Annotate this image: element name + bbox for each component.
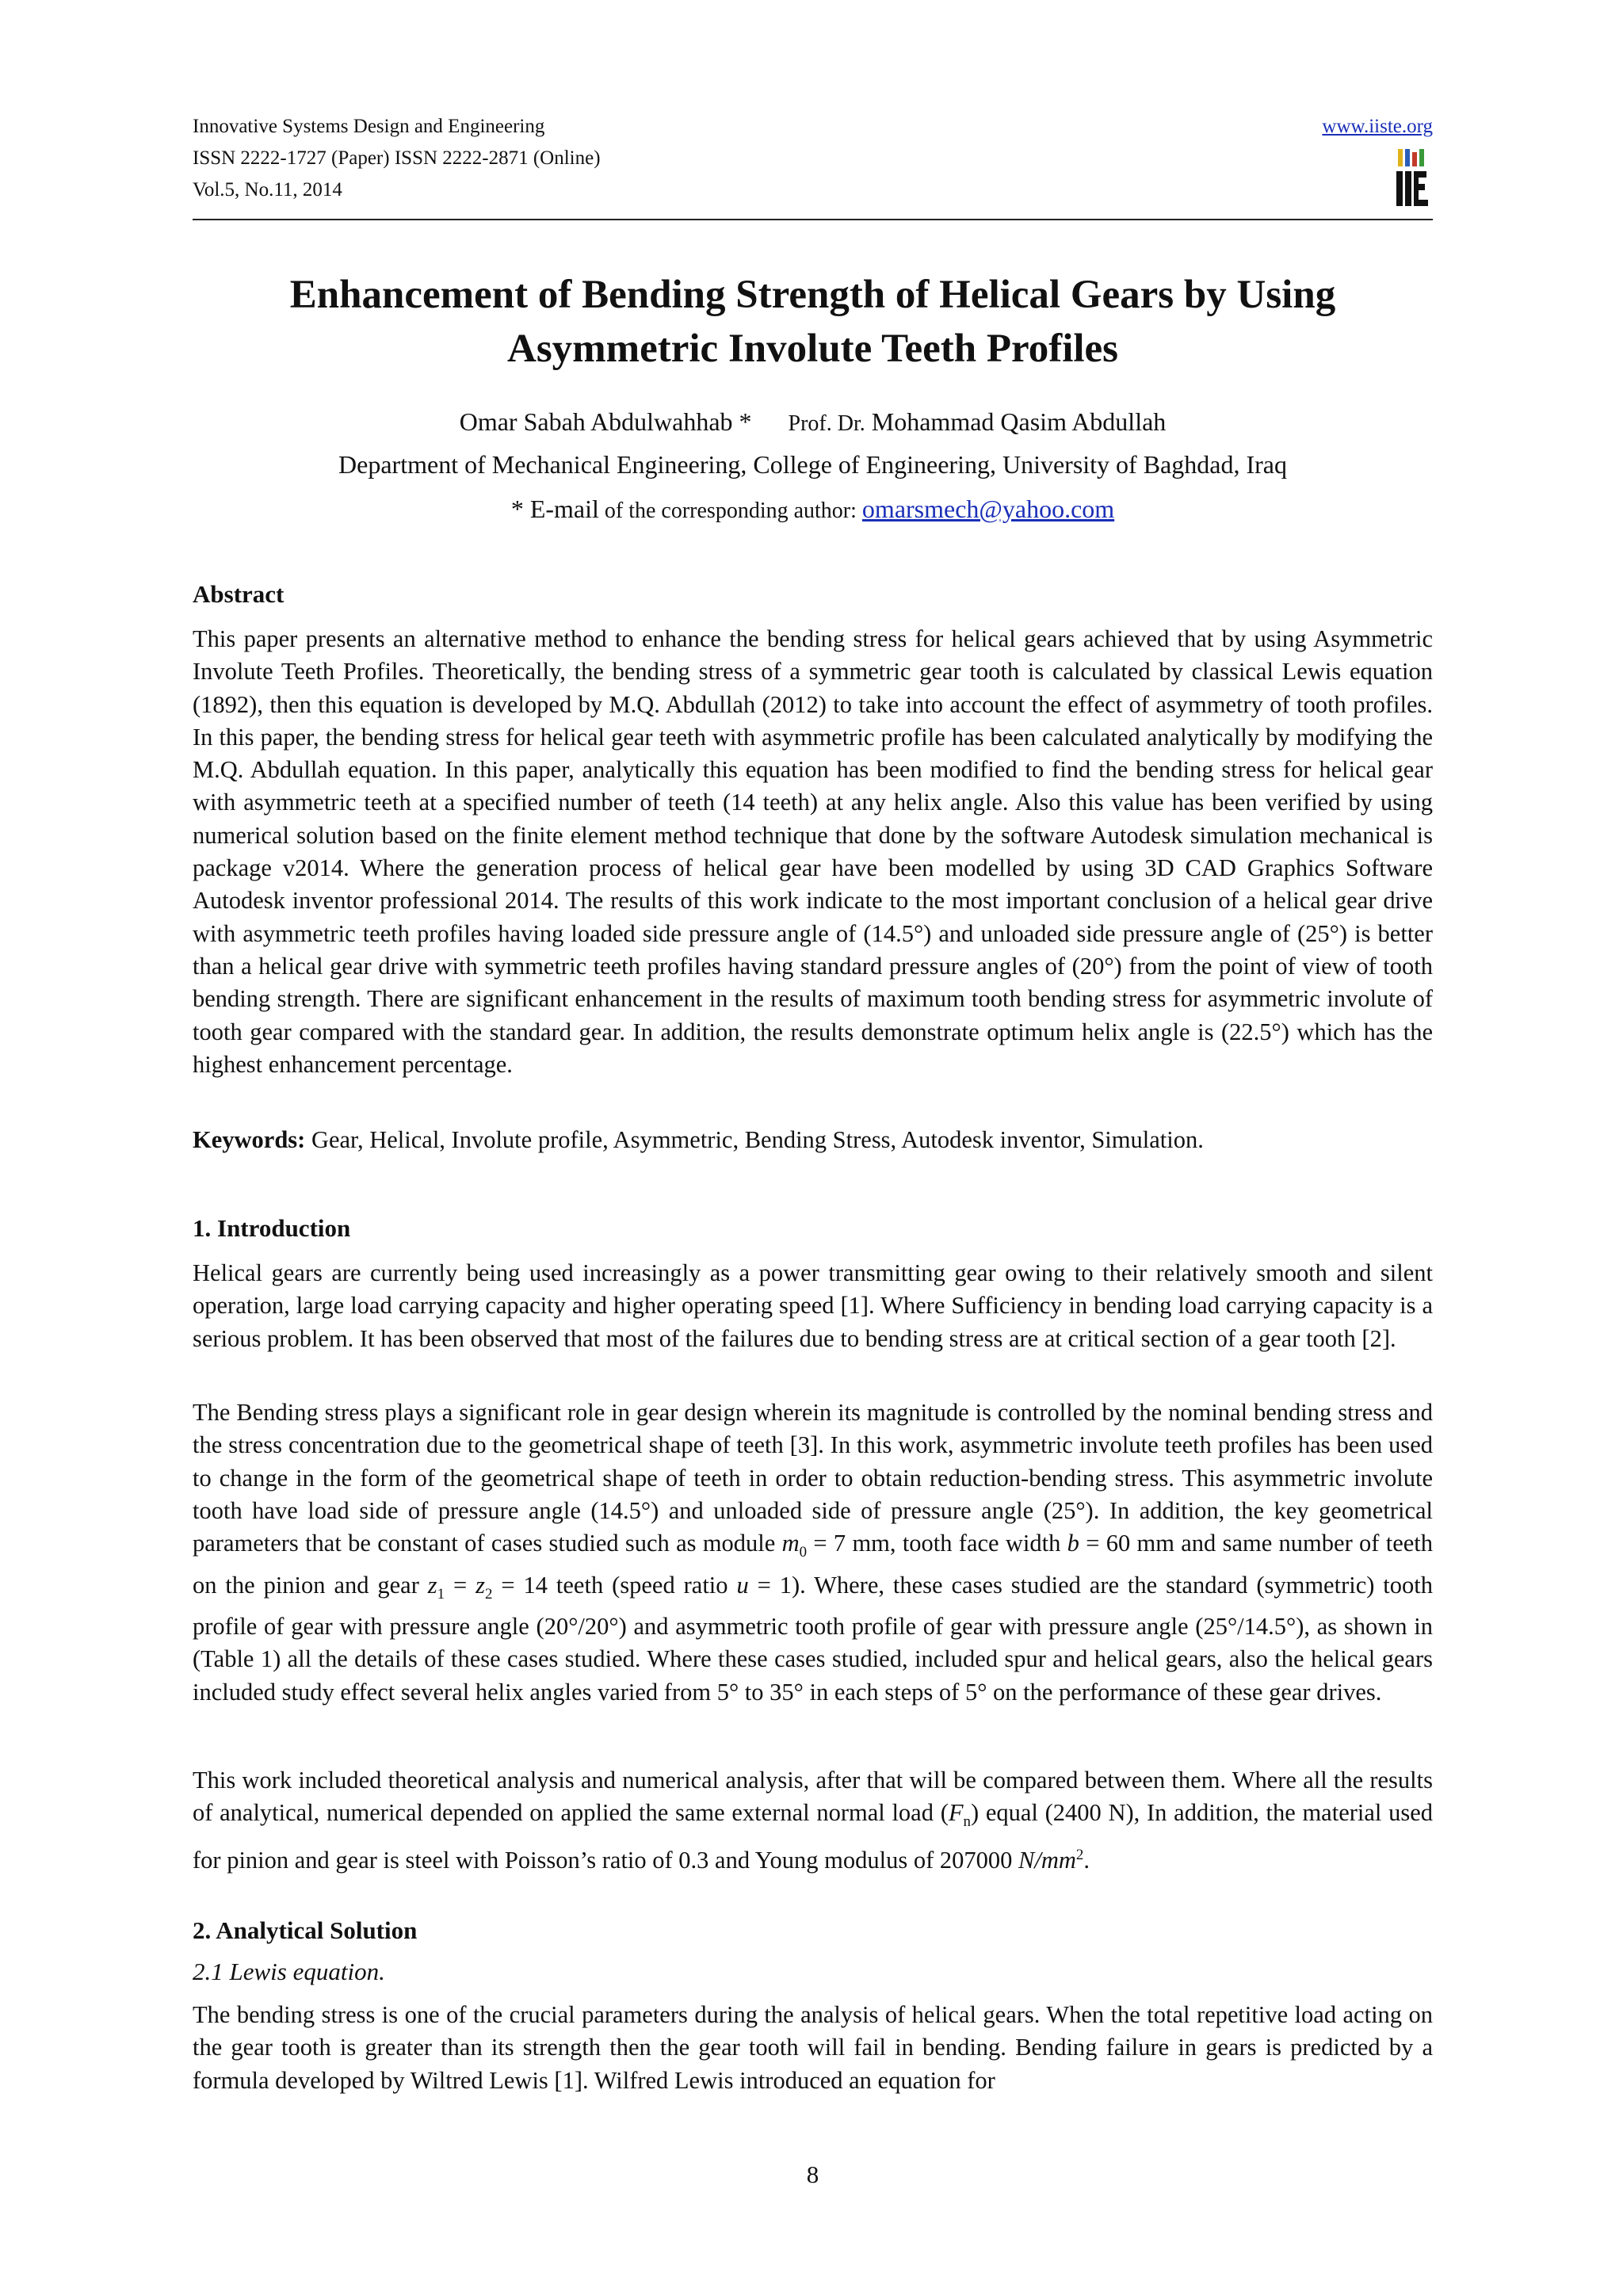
journal-volume: Vol.5, No.11, 2014 xyxy=(193,179,342,201)
keywords-line xyxy=(193,1124,1433,1156)
introduction-paragraph-1: Helical gears are currently being used increasingly as a power transmitting gear owing to their relatively smooth and silent operation, large load carrying capacity and higher operating speed [1]. Where Sufficiency in bending load carrying capacity is a serious problem. It has been observed that most of the failures due to bending stress are at critical section of a gear tooth [2]. xyxy=(193,1259,1433,1352)
journal-meta xyxy=(193,111,601,206)
introduction-paragraph-2: The Bending stress plays a significant role in gear design wherein its magnitude is controlled by the nominal bending stress and the stress concentration due to the geometrical shape of teeth [3]. In this work, asymmetric involute teeth profiles has been used to change in the form of the geometrical shape of teeth in order to obtain reduction-bending stress. This asymmetric involute tooth have load side of pressure angle (14.5°) and unloaded side of pressure angle (25°). In addition, the key geometrical parameters that be constant of cases studied such as module $m_0 = 7$ mm, tooth face width b = 60 mm and same number of teeth on the pinion and gear $z_1 = z_2 = 14$ teeth (speed ratio u = 1). Where, these cases studied are the standard (symmetric) tooth profile of gear with pressure angle (20°/20°) and asymmetric tooth profile of gear with pressure angle (25°/14.5°), as shown in (Table 1) all the details of these cases studied. Where these cases studied, included spur and helical gears, also the helical gears included study effect several helix angles varied from 5° to 35° in each steps of 5° on the performance of these gear drives. xyxy=(193,1399,1434,1706)
analytical-solution-heading: 2. Analytical Solution xyxy=(193,1916,418,1944)
affiliation: Department of Mechanical Engineering, College of Engineering, University of Baghdad, Iraq xyxy=(338,450,1287,479)
introduction-paragraph-3: This work included theoretical analysis and numerical analysis, after that will be compared between them. Where all the results of analytical, numerical depended on applied the same external normal load $(F_n)$ equal (2400 N), In addition, the material used for pinion and gear is steel with Poisson’s ratio of 0.3 and Young modulus of 207000 $N/mm^2$. xyxy=(193,1767,1434,1874)
introduction-heading: 1. Introduction xyxy=(193,1214,351,1242)
abstract-text: This paper presents an alternative method to enhance the bending stress for helical gears achieved that by using Asymmetric Involute Teeth Profiles. Theoretically, the bending stress of a symmetric gear tooth is calculated by classical Lewis equation (1892), then this equation is developed by M.Q. Abdullah (2012) to take into account the effect of asymmetry of tooth profiles. In this paper, the bending stress for helical gear teeth with asymmetric profile has been calculated analytically by modifying the M.Q. Abdullah equation. In this paper, analytically this equation has been modified to find the bending stress for helical gear with asymmetric teeth at a specified number of teeth (14 teeth) at any helix angle. Also this value has been verified by using numerical solution based on the finite element method technique that done by the software Autodesk simulation mechanical is package v2014. Where the generation process of helical gear have been modelled by using 3D CAD Graphics Software Autodesk inventor professional 2014. The results of this work indicate to the most important conclusion of a helical gear drive with asymmetric teeth profiles having loaded side pressure angle of (14.5°) and unloaded side pressure angle of (25°) is better than a helical gear drive with symmetric teeth profiles having standard pressure angles of (20°) from the point of view of tooth bending strength. There are significant enhancement in the results of maximum tooth bending stress for asymmetric involute of tooth gear compared with the standard gear. In addition, the results demonstrate optimum helix angle is (22.5°) which has the highest enhancement percentage. xyxy=(193,625,1433,1078)
page-number: 8 xyxy=(806,2160,819,2188)
keywords-label: Keywords: xyxy=(193,1126,306,1153)
paper-title xyxy=(193,268,1433,376)
author-2-title: Prof. Dr. xyxy=(788,411,865,436)
corresponding-email-line xyxy=(193,493,1433,527)
email-label: of the corresponding author: xyxy=(598,499,862,523)
keywords-list: Gear, Helical, Involute profile, Asymmetric, Bending Stress, Autodesk inventor, Simulation. xyxy=(305,1126,1204,1153)
lewis-equation-subheading: 2.1 Lewis equation. xyxy=(193,1958,385,1985)
paper-title-line-1: Enhancement of Bending Strength of Helical Gears by Using xyxy=(289,273,1336,317)
journal-name: Innovative Systems Design and Engineering xyxy=(193,116,545,137)
analytical-paragraph-1: The bending stress is one of the crucial parameters during the analysis of helical gears. When the total repetitive load acting on the gear tooth is greater than its strength then the gear tooth will fail in bending. Bending failure in gears is predicted by a formula developed by Wiltred Lewis [1]. Wilfred Lewis introduced an equation for xyxy=(193,2001,1433,2094)
page-header xyxy=(193,111,1433,220)
journal-website-link[interactable]: www.iiste.org xyxy=(1322,116,1433,137)
journal-issn: ISSN 2222-1727 (Paper) ISSN 2222-2871 (Online) xyxy=(193,147,601,169)
iiste-logo-icon xyxy=(1396,147,1430,208)
author-1: Omar Sabah Abdulwahhab * xyxy=(459,407,752,436)
author-line xyxy=(193,406,1433,440)
paper-title-line-2: Asymmetric Involute Teeth Profiles xyxy=(506,327,1119,371)
email-link[interactable]: omarsmech@yahoo.com xyxy=(861,495,1115,523)
abstract-heading: Abstract xyxy=(193,580,285,608)
email-prefix: * E-mail xyxy=(510,495,599,523)
author-2: Mohammad Qasim Abdullah xyxy=(865,407,1167,436)
